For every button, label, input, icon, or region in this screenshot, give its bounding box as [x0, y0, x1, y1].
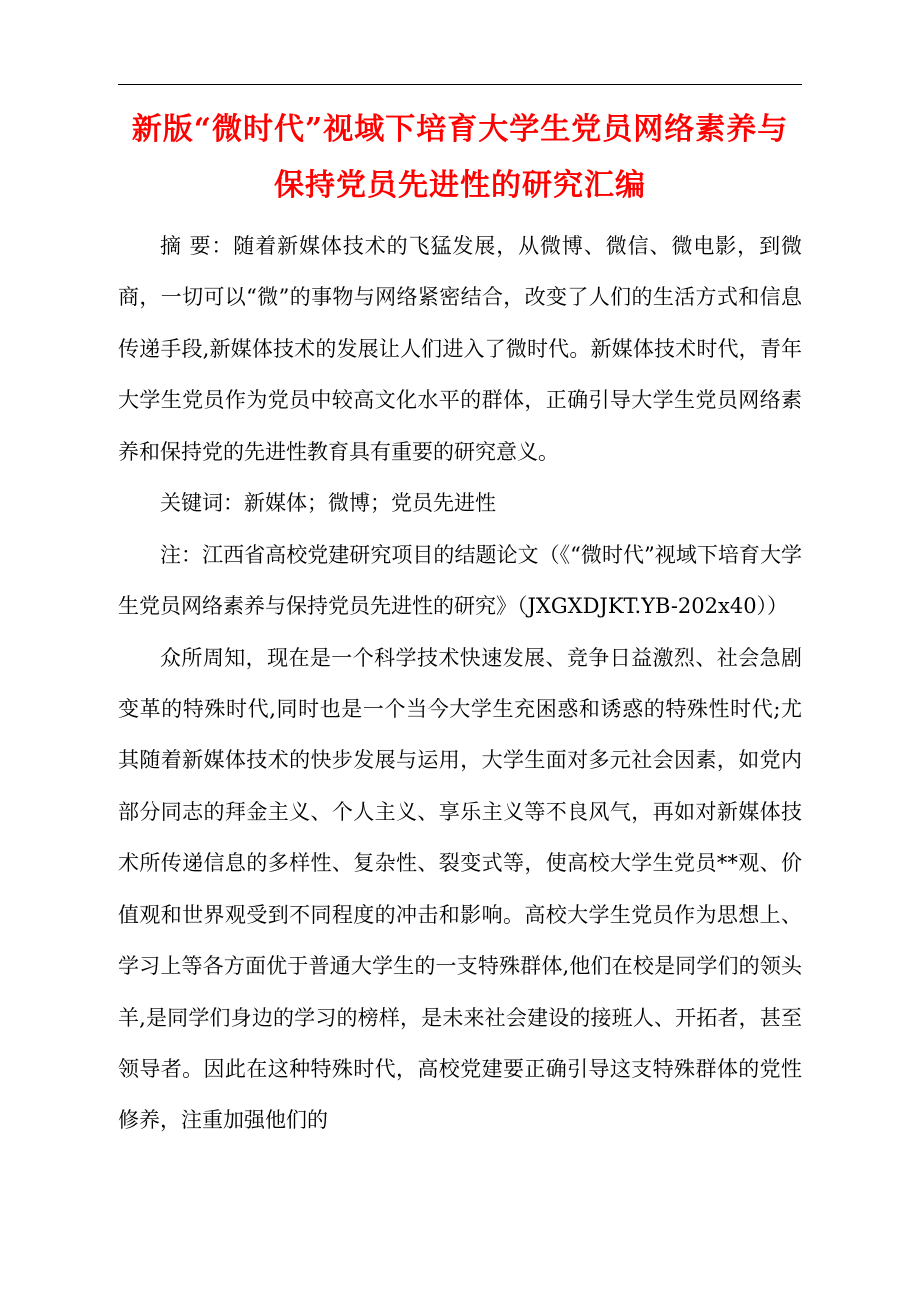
paragraph-keywords: 关键词：新媒体；微博；党员先进性 — [160, 491, 496, 516]
paragraph-abstract: 摘 要：随着新媒体技术的飞猛发展，从微博、微信、微电影，到微商，一切可以“微”的事物与网络紧密结合，改变了人们的生活方式和信息传递手段,新媒体技术的发展让人们进入了微时代。新媒体技术时代，青年大学生党员作为党员中较高文化水平的群体，正确引导大学生党员网络素养和保持党的先进性教育具有重要的研究意义。 — [118, 234, 802, 464]
header-rule — [118, 84, 802, 85]
paragraph-note: 注：江西省高校党建研究项目的结题论文（《“微时代”视域下培育大学生党员网络素养与保持党员先进性的研究》（JXGXDJKT.YB-202x40）） — [118, 542, 802, 619]
paragraph-body: 众所周知，现在是一个科学技术快速发展、竞争日益激烈、社会急剧变革的特殊时代,同时也是一个当今大学生充困惑和诱惑的特殊性时代;尤其随着新媒体技术的快步发展与运用，大学生面对多元社会因素，如党内部分同志的拜金主义、个人主义、享乐主义等不良风气，再如对新媒体技术所传递信息的多样性、复杂性、裂变式等，使高校大学生党员**观、价值观和世界观受到不同程度的冲击和影响。高校大学生党员作为思想上、学习上等各方面优于普通大学生的一支特殊群体,他们在校是同学们的领头羊,是同学们身边的学习的榜样，是未来社会建设的接班人、开拓者，甚至领导者。因此在这种特殊时代，高校党建要正确引导这支特殊群体的党性修养，注重加强他们的 — [118, 645, 802, 1133]
document-title: 新版“微时代”视域下培育大学生党员网络素养与保持党员先进性的研究汇编 — [131, 112, 789, 203]
document-content — [118, 102, 802, 1147]
